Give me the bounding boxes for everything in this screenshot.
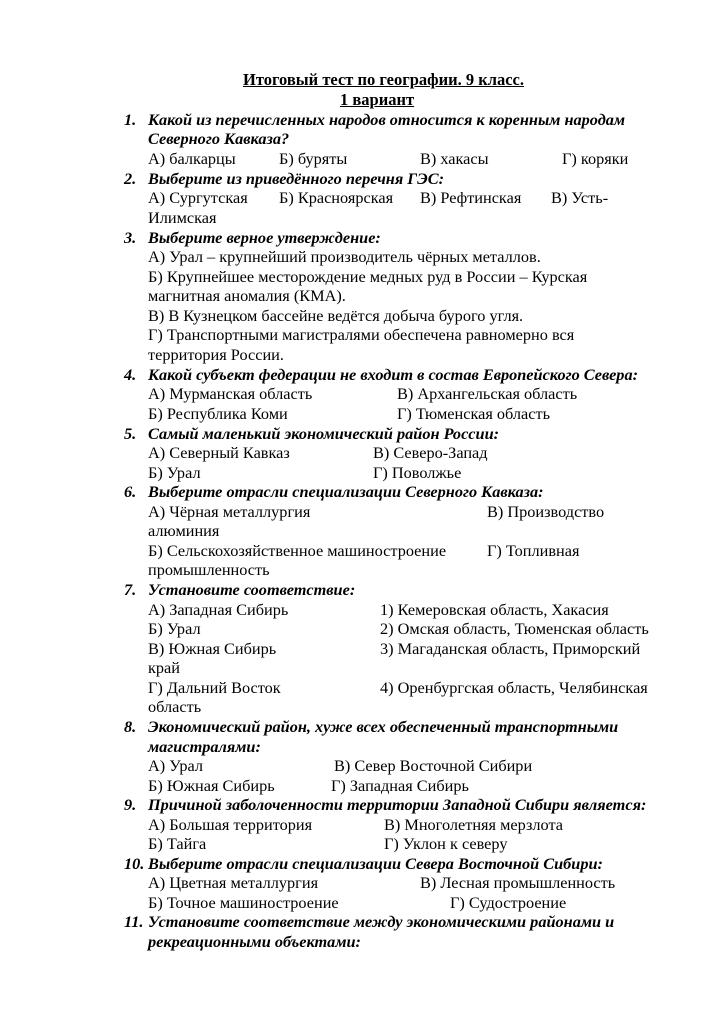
- answer-option: Б) Тайга: [148, 834, 207, 853]
- answer-option: А) Цветная металлургия: [148, 873, 319, 892]
- answer-option: А) балкарцы: [148, 149, 236, 168]
- question-number: 8.: [124, 717, 137, 736]
- answer-option: А) Сургутская: [148, 188, 248, 207]
- question-number: 11.: [124, 912, 144, 931]
- answer-option: В) Лесная промышленность: [420, 873, 616, 892]
- question-number: 9.: [124, 795, 137, 814]
- answer-option: А) Чёрная металлургия: [148, 502, 311, 521]
- question-text: Выберите отрасли специализации Севера Восточной Сибири:: [148, 854, 603, 873]
- question-text: Установите соответствие:: [148, 580, 356, 599]
- match-left-item: Г) Дальний Восток: [148, 678, 281, 697]
- question-number: 4.: [124, 365, 137, 384]
- answer-option: Б) Республика Коми: [148, 404, 288, 423]
- answer-option: промышленность: [148, 560, 270, 579]
- answer-option: Г) Поволжье: [373, 463, 462, 482]
- answer-option: Б) Южная Сибирь: [148, 776, 275, 795]
- question-number: 3.: [124, 228, 137, 247]
- question-text: Северного Кавказа?: [148, 129, 290, 148]
- answer-option: В) Усть-: [551, 188, 609, 207]
- answer-option: В) Рефтинская: [420, 188, 522, 207]
- answer-option: А) Большая территория: [148, 815, 313, 834]
- answer-option: Г) Западная Сибирь: [331, 776, 469, 795]
- match-left-item: А) Западная Сибирь: [148, 600, 289, 619]
- match-right-item: 2) Омская область, Тюменская область: [380, 619, 649, 638]
- answer-option: В) В Кузнецком бассейне ведётся добыча бурого угля.: [148, 306, 524, 325]
- question-number: 5.: [124, 424, 137, 443]
- answer-option: Г) Уклон к северу: [384, 834, 508, 853]
- answer-option: А) Мурманская область: [148, 384, 313, 403]
- answer-option: алюминия: [148, 521, 220, 540]
- answer-option: Илимская: [148, 208, 217, 227]
- match-right-item: 3) Магаданская область, Приморский: [380, 639, 641, 658]
- answer-option: В) Северо-Запад: [373, 443, 488, 462]
- answer-option: Г) коряки: [562, 149, 629, 168]
- variant-label: 1 вариант: [340, 90, 415, 109]
- answer-option: Г) Топливная: [487, 541, 580, 560]
- page-title: Итоговый тест по географии. 9 класс.: [243, 70, 524, 89]
- match-right-item: 1) Кемеровская область, Хакасия: [380, 600, 609, 619]
- answer-option: Б) Урал: [148, 463, 201, 482]
- answer-option: Б) Красноярская: [279, 188, 394, 207]
- question-number: 7.: [124, 580, 137, 599]
- answer-option: Г) Транспортными магистралями обеспечена равномерно вся: [148, 325, 575, 344]
- answer-option: А) Урал – крупнейший производитель чёрных металлов.: [148, 247, 541, 266]
- answer-option: Г) Судостроение: [450, 893, 567, 912]
- question-number: 6.: [124, 482, 137, 501]
- match-left-item: Б) Урал: [148, 619, 201, 638]
- answer-option: Б) буряты: [279, 149, 348, 168]
- question-text: рекреационными объектами:: [148, 932, 361, 951]
- question-text: Причиной заболоченности территории Западной Сибири является:: [148, 795, 647, 814]
- question-text: Выберите из приведённого перечня ГЭС:: [148, 169, 445, 188]
- answer-option: В) Производство: [487, 502, 605, 521]
- question-number: 2.: [124, 169, 137, 188]
- question-text: Экономический район, хуже всех обеспеченный транспортными: [148, 717, 619, 736]
- question-text: Установите соответствие между экономическими районами и: [148, 912, 615, 931]
- answer-option: территория России.: [148, 345, 284, 364]
- answer-option: Г) Тюменская область: [397, 404, 551, 423]
- question-text: Выберите отрасли специализации Северного Кавказа:: [148, 482, 544, 501]
- answer-option: В) Архангельская область: [397, 384, 578, 403]
- question-text: Какой субъект федерации не входит в состав Европейского Севера:: [148, 365, 639, 384]
- answer-option: В) Север Восточной Сибири: [334, 756, 533, 775]
- question-text: Какой из перечисленных народов относится к коренным народам: [148, 110, 626, 129]
- question-number: 1.: [124, 110, 137, 129]
- answer-option: Б) Сельскохозяйственное машиностроение: [148, 541, 447, 560]
- question-number: 10.: [124, 854, 145, 873]
- answer-option: Б) Крупнейшее месторождение медных руд в России – Курская: [148, 267, 588, 286]
- match-right-item: край: [148, 658, 180, 677]
- question-text: магистралями:: [148, 737, 261, 756]
- match-right-item: область: [148, 697, 202, 716]
- question-text: Выберите верное утверждение:: [148, 228, 381, 247]
- question-text: Самый маленький экономический район России:: [148, 424, 500, 443]
- match-left-item: В) Южная Сибирь: [148, 639, 277, 658]
- match-right-item: 4) Оренбургская область, Челябинская: [380, 678, 648, 697]
- answer-option: В) хакасы: [420, 149, 489, 168]
- answer-option: В) Многолетняя мерзлота: [384, 815, 563, 834]
- answer-option: А) Северный Кавказ: [148, 443, 290, 462]
- answer-option: магнитная аномалия (КМА).: [148, 286, 346, 305]
- answer-option: А) Урал: [148, 756, 203, 775]
- answer-option: Б) Точное машиностроение: [148, 893, 339, 912]
